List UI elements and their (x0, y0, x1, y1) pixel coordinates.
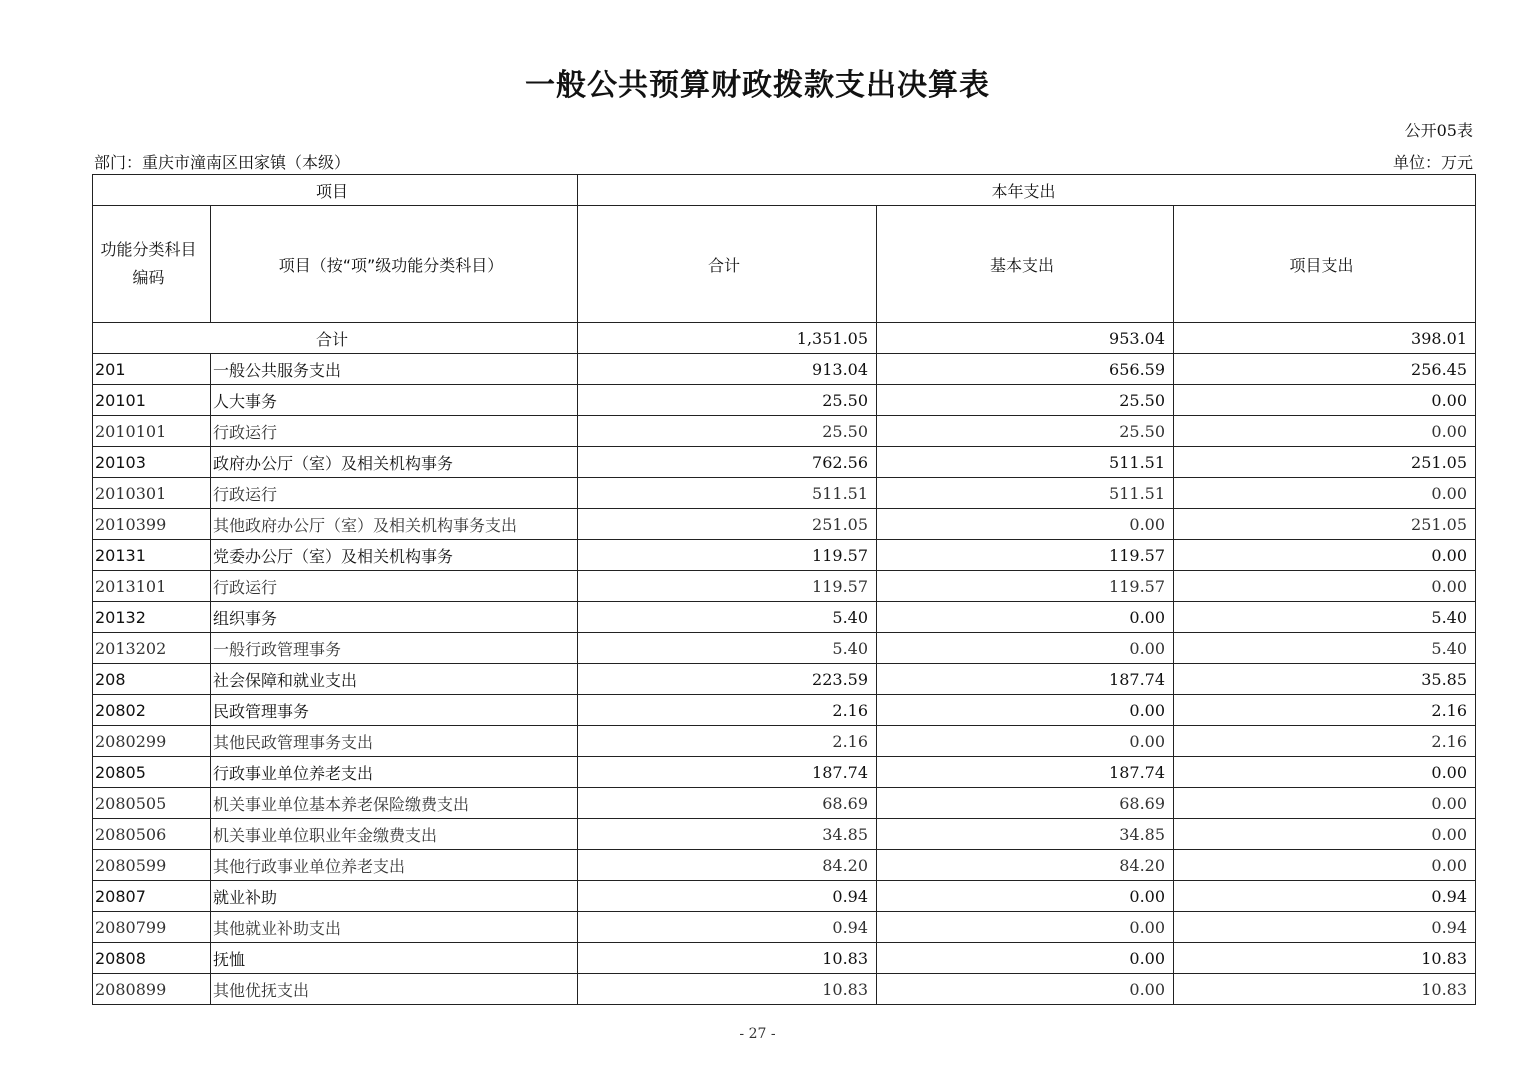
name-cell: 组织事务 (211, 602, 578, 633)
basic-cell: 0.00 (877, 974, 1174, 1005)
basic-cell: 119.57 (877, 540, 1174, 571)
table-row (93, 881, 1476, 912)
project-cell: 251.05 (1174, 509, 1476, 540)
name-cell: 行政运行 (211, 416, 578, 447)
total-cell: 2.16 (578, 726, 877, 757)
total-label: 合计 (93, 323, 578, 354)
basic-cell: 511.51 (877, 478, 1174, 509)
name-cell: 一般公共服务支出 (211, 354, 578, 385)
table-row (93, 819, 1476, 850)
table-row (93, 664, 1476, 695)
code-cell: 201 (93, 354, 211, 385)
project-cell: 10.83 (1174, 943, 1476, 974)
table-row (93, 943, 1476, 974)
total-project: 398.01 (1174, 323, 1476, 354)
code-cell: 2080899 (93, 974, 211, 1005)
table-row (93, 354, 1476, 385)
total-cell: 913.04 (578, 354, 877, 385)
project-cell: 251.05 (1174, 447, 1476, 478)
code-cell: 20807 (93, 881, 211, 912)
table-row (93, 571, 1476, 602)
total-cell: 25.50 (578, 416, 877, 447)
header-row-1 (93, 175, 1476, 206)
table-row (93, 695, 1476, 726)
name-cell: 机关事业单位职业年金缴费支出 (211, 819, 578, 850)
code-cell: 20808 (93, 943, 211, 974)
name-cell: 一般行政管理事务 (211, 633, 578, 664)
table-row (93, 757, 1476, 788)
name-cell: 其他民政管理事务支出 (211, 726, 578, 757)
code-cell: 2080599 (93, 850, 211, 881)
total-cell: 5.40 (578, 633, 877, 664)
project-cell: 5.40 (1174, 602, 1476, 633)
total-cell: 84.20 (578, 850, 877, 881)
basic-cell: 656.59 (877, 354, 1174, 385)
basic-cell: 84.20 (877, 850, 1174, 881)
project-cell: 0.94 (1174, 881, 1476, 912)
basic-cell: 0.00 (877, 912, 1174, 943)
project-cell: 2.16 (1174, 726, 1476, 757)
basic-cell: 34.85 (877, 819, 1174, 850)
total-cell: 762.56 (578, 447, 877, 478)
table-row (93, 850, 1476, 881)
name-cell: 其他就业补助支出 (211, 912, 578, 943)
name-cell: 行政运行 (211, 571, 578, 602)
basic-cell: 187.74 (877, 664, 1174, 695)
total-row (93, 323, 1476, 354)
basic-cell: 0.00 (877, 509, 1174, 540)
name-cell: 民政管理事务 (211, 695, 578, 726)
project-cell: 0.00 (1174, 571, 1476, 602)
project-cell: 0.94 (1174, 912, 1476, 943)
basic-cell: 68.69 (877, 788, 1174, 819)
name-cell: 其他优抚支出 (211, 974, 578, 1005)
code-cell: 2010101 (93, 416, 211, 447)
expenditure-table (92, 174, 1476, 1005)
header-code: 功能分类科目编码 (93, 206, 211, 323)
basic-cell: 187.74 (877, 757, 1174, 788)
total-cell: 34.85 (578, 819, 877, 850)
table-row (93, 447, 1476, 478)
basic-cell: 511.51 (877, 447, 1174, 478)
name-cell: 行政运行 (211, 478, 578, 509)
code-cell: 2010301 (93, 478, 211, 509)
code-cell: 20802 (93, 695, 211, 726)
name-cell: 其他政府办公厅（室）及相关机构事务支出 (211, 509, 578, 540)
table-row (93, 602, 1476, 633)
project-cell: 2.16 (1174, 695, 1476, 726)
total-total: 1,351.05 (578, 323, 877, 354)
header-current-year: 本年支出 (578, 175, 1476, 206)
header-project: 项目 (93, 175, 578, 206)
code-cell: 20131 (93, 540, 211, 571)
total-cell: 223.59 (578, 664, 877, 695)
basic-cell: 0.00 (877, 695, 1174, 726)
total-cell: 10.83 (578, 974, 877, 1005)
table-row (93, 540, 1476, 571)
name-cell: 机关事业单位基本养老保险缴费支出 (211, 788, 578, 819)
table-row (93, 788, 1476, 819)
basic-cell: 0.00 (877, 633, 1174, 664)
project-cell: 0.00 (1174, 788, 1476, 819)
code-cell: 20805 (93, 757, 211, 788)
code-cell: 2013101 (93, 571, 211, 602)
table-row (93, 385, 1476, 416)
project-cell: 0.00 (1174, 540, 1476, 571)
code-cell: 2010399 (93, 509, 211, 540)
name-cell: 抚恤 (211, 943, 578, 974)
name-cell: 人大事务 (211, 385, 578, 416)
project-cell: 10.83 (1174, 974, 1476, 1005)
code-cell: 20101 (93, 385, 211, 416)
table-row (93, 726, 1476, 757)
project-cell: 35.85 (1174, 664, 1476, 695)
name-cell: 就业补助 (211, 881, 578, 912)
department-label: 部门：重庆市潼南区田家镇（本级） (94, 153, 351, 172)
basic-cell: 0.00 (877, 726, 1174, 757)
project-cell: 0.00 (1174, 757, 1476, 788)
total-cell: 511.51 (578, 478, 877, 509)
total-cell: 2.16 (578, 695, 877, 726)
table-row (93, 974, 1476, 1005)
name-cell: 行政事业单位养老支出 (211, 757, 578, 788)
name-cell: 党委办公厅（室）及相关机构事务 (211, 540, 578, 571)
header-row-2 (93, 206, 1476, 323)
project-cell: 256.45 (1174, 354, 1476, 385)
name-cell: 政府办公厅（室）及相关机构事务 (211, 447, 578, 478)
table-row (93, 416, 1476, 447)
total-cell: 25.50 (578, 385, 877, 416)
total-cell: 0.94 (578, 912, 877, 943)
code-cell: 20103 (93, 447, 211, 478)
code-cell: 208 (93, 664, 211, 695)
total-cell: 251.05 (578, 509, 877, 540)
header-total: 合计 (578, 206, 877, 323)
total-cell: 119.57 (578, 571, 877, 602)
project-cell: 0.00 (1174, 416, 1476, 447)
basic-cell: 0.00 (877, 881, 1174, 912)
page-number: - 27 - (739, 1026, 776, 1042)
table-row (93, 912, 1476, 943)
form-number: 公开05表 (1404, 121, 1473, 140)
code-cell: 2013202 (93, 633, 211, 664)
total-cell: 10.83 (578, 943, 877, 974)
code-cell: 2080799 (93, 912, 211, 943)
code-cell: 2080299 (93, 726, 211, 757)
project-cell: 5.40 (1174, 633, 1476, 664)
total-cell: 119.57 (578, 540, 877, 571)
basic-cell: 25.50 (877, 416, 1174, 447)
name-cell: 其他行政事业单位养老支出 (211, 850, 578, 881)
total-cell: 0.94 (578, 881, 877, 912)
code-cell: 2080505 (93, 788, 211, 819)
total-cell: 5.40 (578, 602, 877, 633)
total-basic: 953.04 (877, 323, 1174, 354)
table-row (93, 478, 1476, 509)
total-cell: 187.74 (578, 757, 877, 788)
project-cell: 0.00 (1174, 850, 1476, 881)
header-basic: 基本支出 (877, 206, 1174, 323)
code-cell: 20132 (93, 602, 211, 633)
page-title: 一般公共预算财政拨款支出决算表 (525, 68, 990, 103)
basic-cell: 0.00 (877, 943, 1174, 974)
basic-cell: 0.00 (877, 602, 1174, 633)
total-cell: 68.69 (578, 788, 877, 819)
basic-cell: 119.57 (877, 571, 1174, 602)
unit-label: 单位：万元 (1392, 153, 1473, 172)
basic-cell: 25.50 (877, 385, 1174, 416)
header-project-expenditure: 项目支出 (1174, 206, 1476, 323)
table-row (93, 509, 1476, 540)
header-name: 项目（按“项”级功能分类科目） (211, 206, 578, 323)
table-row (93, 633, 1476, 664)
project-cell: 0.00 (1174, 478, 1476, 509)
name-cell: 社会保障和就业支出 (211, 664, 578, 695)
code-cell: 2080506 (93, 819, 211, 850)
project-cell: 0.00 (1174, 819, 1476, 850)
project-cell: 0.00 (1174, 385, 1476, 416)
